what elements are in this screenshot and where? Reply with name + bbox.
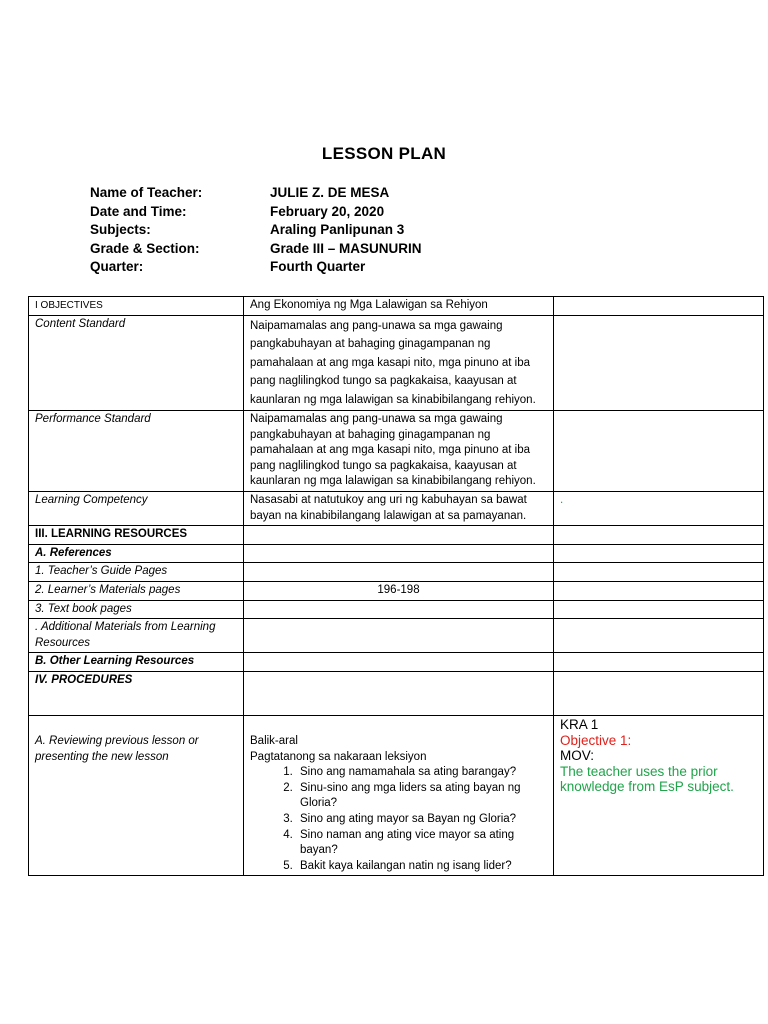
procedures-label: IV. PROCEDURES bbox=[29, 672, 244, 716]
info-row-quarter bbox=[90, 259, 590, 278]
list-item: 2. Sinu-sino ang mga liders sa ating bayan ng Gloria? bbox=[296, 781, 547, 812]
performance-standard-label: Performance Standard bbox=[29, 411, 244, 492]
reviewing-heading: Balik-aral bbox=[250, 735, 298, 747]
empty-cell bbox=[244, 619, 554, 653]
empty-cell bbox=[554, 672, 764, 716]
info-value: Fourth Quarter bbox=[270, 259, 366, 274]
empty-cell bbox=[244, 653, 554, 672]
kra-cell bbox=[554, 716, 764, 876]
table-row bbox=[29, 411, 764, 492]
table-row bbox=[29, 619, 764, 653]
table-row bbox=[29, 716, 764, 876]
table-row bbox=[29, 526, 764, 545]
list-item: 4. Sino naman ang ating vice mayor sa ating bayan? bbox=[296, 828, 547, 859]
empty-cell bbox=[244, 526, 554, 545]
table-row bbox=[29, 492, 764, 526]
info-row-teacher bbox=[90, 185, 590, 204]
empty-cell bbox=[554, 315, 764, 411]
info-row-date bbox=[90, 204, 590, 223]
empty-cell bbox=[244, 600, 554, 619]
info-row-subjects bbox=[90, 222, 590, 241]
table-row bbox=[29, 653, 764, 672]
content-standard-text: Naipamamalas ang pang-unawa sa mga gawaing pangkabuhayan at bahaging ginagampanan ng pamahalaan at ang mga kasapi nito, mga pinuno at iba pang naglilingkod tungo sa pagkakaisa, kaayusan at kaunlaran ng mga lalawigan sa kinabibilangang rehiyon. bbox=[244, 315, 554, 411]
mov-label: MOV: bbox=[560, 748, 595, 764]
kra-label: KRA 1 bbox=[560, 717, 599, 732]
empty-cell bbox=[554, 653, 764, 672]
info-label: Subjects: bbox=[90, 222, 151, 237]
info-label: Grade & Section: bbox=[90, 240, 200, 256]
teacher-info bbox=[90, 185, 590, 278]
learning-competency-note: . bbox=[554, 492, 764, 526]
learning-resources-label: III. LEARNING RESOURCES bbox=[29, 526, 244, 545]
empty-cell bbox=[554, 411, 764, 492]
empty-cell bbox=[554, 600, 764, 619]
learning-competency-text: Nasasabi at natutukoy ang uri ng kabuhayan sa bawat bayan na kinabibilangang lalawigan at sa pamayanan. bbox=[244, 492, 554, 526]
reviewing-label: A. Reviewing previous lesson or presenting the new lesson bbox=[29, 716, 244, 876]
table-row bbox=[29, 297, 764, 316]
learning-competency-label: Learning Competency bbox=[29, 492, 244, 526]
textbook-label: 3. Text book pages bbox=[29, 600, 244, 619]
info-label: Date and Time: bbox=[90, 203, 187, 219]
objectives-topic: Ang Ekonomiya ng Mga Lalawigan sa Rehiyon bbox=[244, 297, 554, 316]
lesson-plan-table bbox=[28, 296, 764, 876]
page-title: LESSON PLAN bbox=[321, 144, 447, 163]
info-value: JULIE Z. DE MESA bbox=[270, 185, 390, 200]
teachers-guide-label: 1. Teacher’s Guide Pages bbox=[29, 563, 244, 582]
empty-cell bbox=[554, 297, 764, 316]
table-row bbox=[29, 315, 764, 411]
reviewing-subheading: Pagtatanong sa nakaraan leksiyon bbox=[250, 750, 427, 763]
info-row-grade bbox=[90, 241, 590, 260]
additional-materials-label: . Additional Materials from Learning Resources bbox=[29, 619, 244, 653]
empty-cell bbox=[554, 563, 764, 582]
empty-cell bbox=[244, 672, 554, 716]
empty-cell bbox=[554, 619, 764, 653]
reviewing-content bbox=[244, 716, 554, 876]
info-value: Araling Panlipunan 3 bbox=[270, 222, 405, 237]
content-standard-label: Content Standard bbox=[29, 315, 244, 411]
table-row bbox=[29, 672, 764, 716]
empty-cell bbox=[554, 544, 764, 563]
table-row bbox=[29, 544, 764, 563]
mov-text: The teacher uses the prior knowledge from EsP subject. bbox=[560, 763, 734, 795]
info-label: Name of Teacher: bbox=[90, 185, 203, 200]
objectives-label: I OBJECTIVES bbox=[29, 297, 244, 316]
empty-cell bbox=[244, 563, 554, 582]
table-row bbox=[29, 582, 764, 601]
other-resources-label: B. Other Learning Resources bbox=[29, 653, 244, 672]
list-item: 3. Sino ang ating mayor sa Bayan ng Gloria? bbox=[296, 812, 547, 828]
objective-label: Objective 1: bbox=[560, 732, 632, 748]
learners-materials-value: 196-198 bbox=[244, 582, 554, 601]
info-label: Quarter: bbox=[90, 259, 144, 274]
empty-cell bbox=[554, 526, 764, 545]
question-list bbox=[250, 765, 547, 874]
references-label: A. References bbox=[29, 544, 244, 563]
empty-cell bbox=[554, 582, 764, 601]
info-value: Grade III – MASUNURIN bbox=[270, 240, 422, 256]
table-row bbox=[29, 563, 764, 582]
performance-standard-text: Naipamamalas ang pang-unawa sa mga gawaing pangkabuhayan at bahaging ginagampanan ng pamahalaan at ang mga kasapi nito, mga pinuno at iba pang naglilingkod tungo sa pagkakaisa, kaayusan at kaunlaran ng mga lalawigan sa kinabibilangang rehiyon. bbox=[244, 411, 554, 492]
list-item: 5. Bakit kaya kailangan natin ng isang lider? bbox=[296, 859, 547, 875]
info-value: February 20, 2020 bbox=[270, 203, 385, 219]
list-item: 1. Sino ang namamahala sa ating barangay? bbox=[296, 765, 547, 781]
table-row bbox=[29, 600, 764, 619]
empty-cell bbox=[244, 544, 554, 563]
learners-materials-label: 2. Learner’s Materials pages bbox=[29, 582, 244, 601]
